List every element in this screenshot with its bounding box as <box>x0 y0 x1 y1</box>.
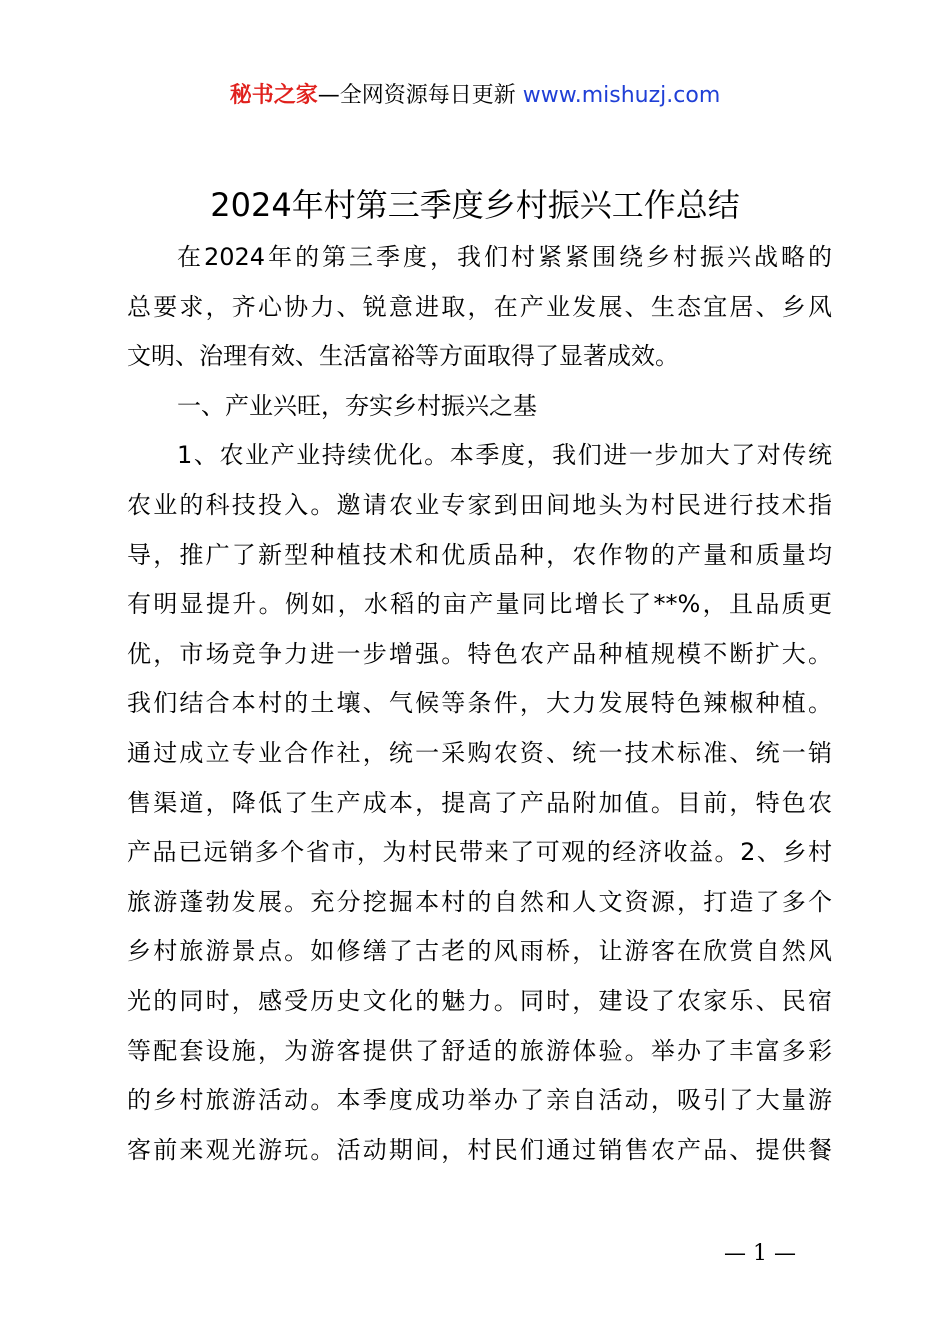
paragraph-line: 等配套设施，为游客提供了舒适的旅游体验。举办了丰富多彩 <box>127 1036 832 1065</box>
paragraph-line: 有明显提升。例如，水稻的亩产量同比增长了**%，且品质更 <box>127 590 832 619</box>
paragraph-line: 1、农业产业持续优化。本季度，我们进一步加大了对传统 <box>177 441 832 470</box>
paragraph-line: 客前来观光游玩。活动期间，村民们通过销售农产品、提供餐 <box>127 1135 832 1164</box>
paragraph-line: 优，市场竞争力进一步增强。特色农产品种植规模不断扩大。 <box>127 639 832 668</box>
paragraph-line: 乡村旅游景点。如修缮了古老的风雨桥，让游客在欣赏自然风 <box>127 937 832 966</box>
paragraph-line: 的乡村旅游活动。本季度成功举办了亲自活动，吸引了大量游 <box>127 1086 832 1115</box>
paragraph-line: 通过成立专业合作社，统一采购农资、统一技术标准、统一销 <box>127 738 832 767</box>
paragraph-line: 总要求，齐心协力、锐意进取，在产业发展、生态宜居、乡风 <box>127 292 832 321</box>
paragraph-line: 旅游蓬勃发展。充分挖掘本村的自然和人文资源，打造了多个 <box>127 887 832 916</box>
document-title: 2024年村第三季度乡村振兴工作总结 <box>210 186 740 224</box>
paragraph-line: 产品已远销多个省市，为村民带来了可观的经济收益。2、乡村 <box>127 838 832 867</box>
site-header <box>0 80 950 112</box>
paragraph-line: 光的同时，感受历史文化的魅力。同时，建设了农家乐、民宿 <box>127 986 832 1015</box>
paragraph-line: 我们结合本村的土壤、气候等条件，大力发展特色辣椒种植。 <box>127 689 832 718</box>
document-body <box>127 233 832 1175</box>
site-tagline: —全网资源每日更新 <box>317 83 516 108</box>
site-url-link[interactable]: www.mishuzj.com <box>522 83 721 108</box>
page-number: — 1 — <box>724 1241 796 1266</box>
paragraph-line: 农业的科技投入。邀请农业专家到田间地头为村民进行技术指 <box>127 490 832 519</box>
section-heading: 一、产业兴旺，夯实乡村振兴之基 <box>177 391 537 420</box>
paragraph-line: 售渠道，降低了生产成本，提高了产品附加值。目前，特色农 <box>127 788 832 817</box>
site-brand: 秘书之家 <box>229 83 318 108</box>
paragraph-line: 文明、治理有效、生活富裕等方面取得了显著成效。 <box>127 342 679 371</box>
paragraph-line: 导，推广了新型种植技术和优质品种，农作物的产量和质量均 <box>127 540 832 569</box>
paragraph-line: 在2024年的第三季度，我们村紧紧围绕乡村振兴战略的 <box>177 243 832 271</box>
